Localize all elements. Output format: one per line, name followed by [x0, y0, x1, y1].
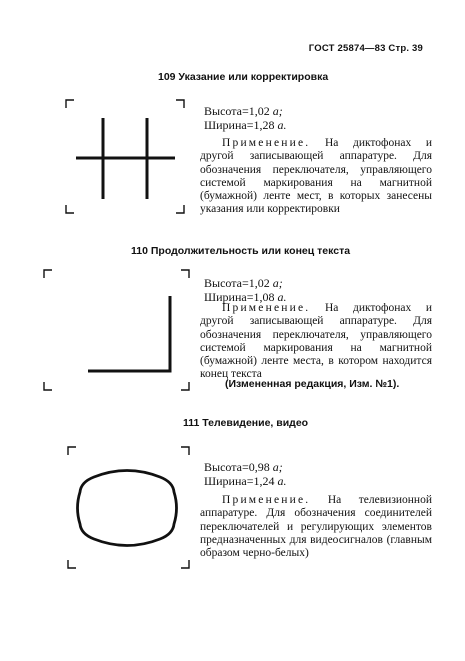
section-111-application: Применение. На телевизионной аппаратуре. Для обозначения соединителей переключателей и регулирующих элементов предназначенных для видеосигналов (главным образом черно-белых): [200, 494, 432, 560]
section-109-application: Применение. На диктофонах и другой записывающей аппаратуре. Для обозначения переключателя, управляющего системой маркирования на магнитной (бумажной) ленте мест, в которых занесены указания или корректировки: [200, 137, 432, 216]
section-109-title: 109 Указание или корректировка: [158, 71, 329, 83]
page-header: ГОСТ 25874—83 Стр. 39: [308, 43, 423, 54]
section-110-width: Ширина=1,08 a.: [204, 290, 287, 304]
symbol-109-hash-icon: [76, 118, 175, 199]
section-111-width: Ширина=1,24 a.: [204, 474, 287, 488]
section-111-title: 111 Телевидение, видео: [183, 417, 309, 429]
section-111-height: Высота=0,98 a;: [204, 460, 283, 474]
symbol-111-frame: [68, 447, 189, 568]
section-110-application: Применение. На диктофонах и другой записывающей аппаратуре. Для обозначения переключателя, управляющего системой маркирования на магнитной (бумажной) ленте места, в котором находится конец текста: [200, 302, 432, 381]
section-109-height: Высота=1,02 a;: [204, 104, 283, 118]
section-110-height: Высота=1,02 a;: [204, 276, 283, 290]
section-109-width: Ширина=1,28 a.: [204, 118, 287, 132]
section-110-title: 110 Продолжительность или конец текста: [131, 245, 351, 257]
symbol-111-tv-screen-icon: [78, 471, 177, 546]
symbol-110-corner-icon: [88, 296, 170, 371]
section-110-edition-note: (Измененная редакция, Изм. №1).: [225, 378, 400, 390]
